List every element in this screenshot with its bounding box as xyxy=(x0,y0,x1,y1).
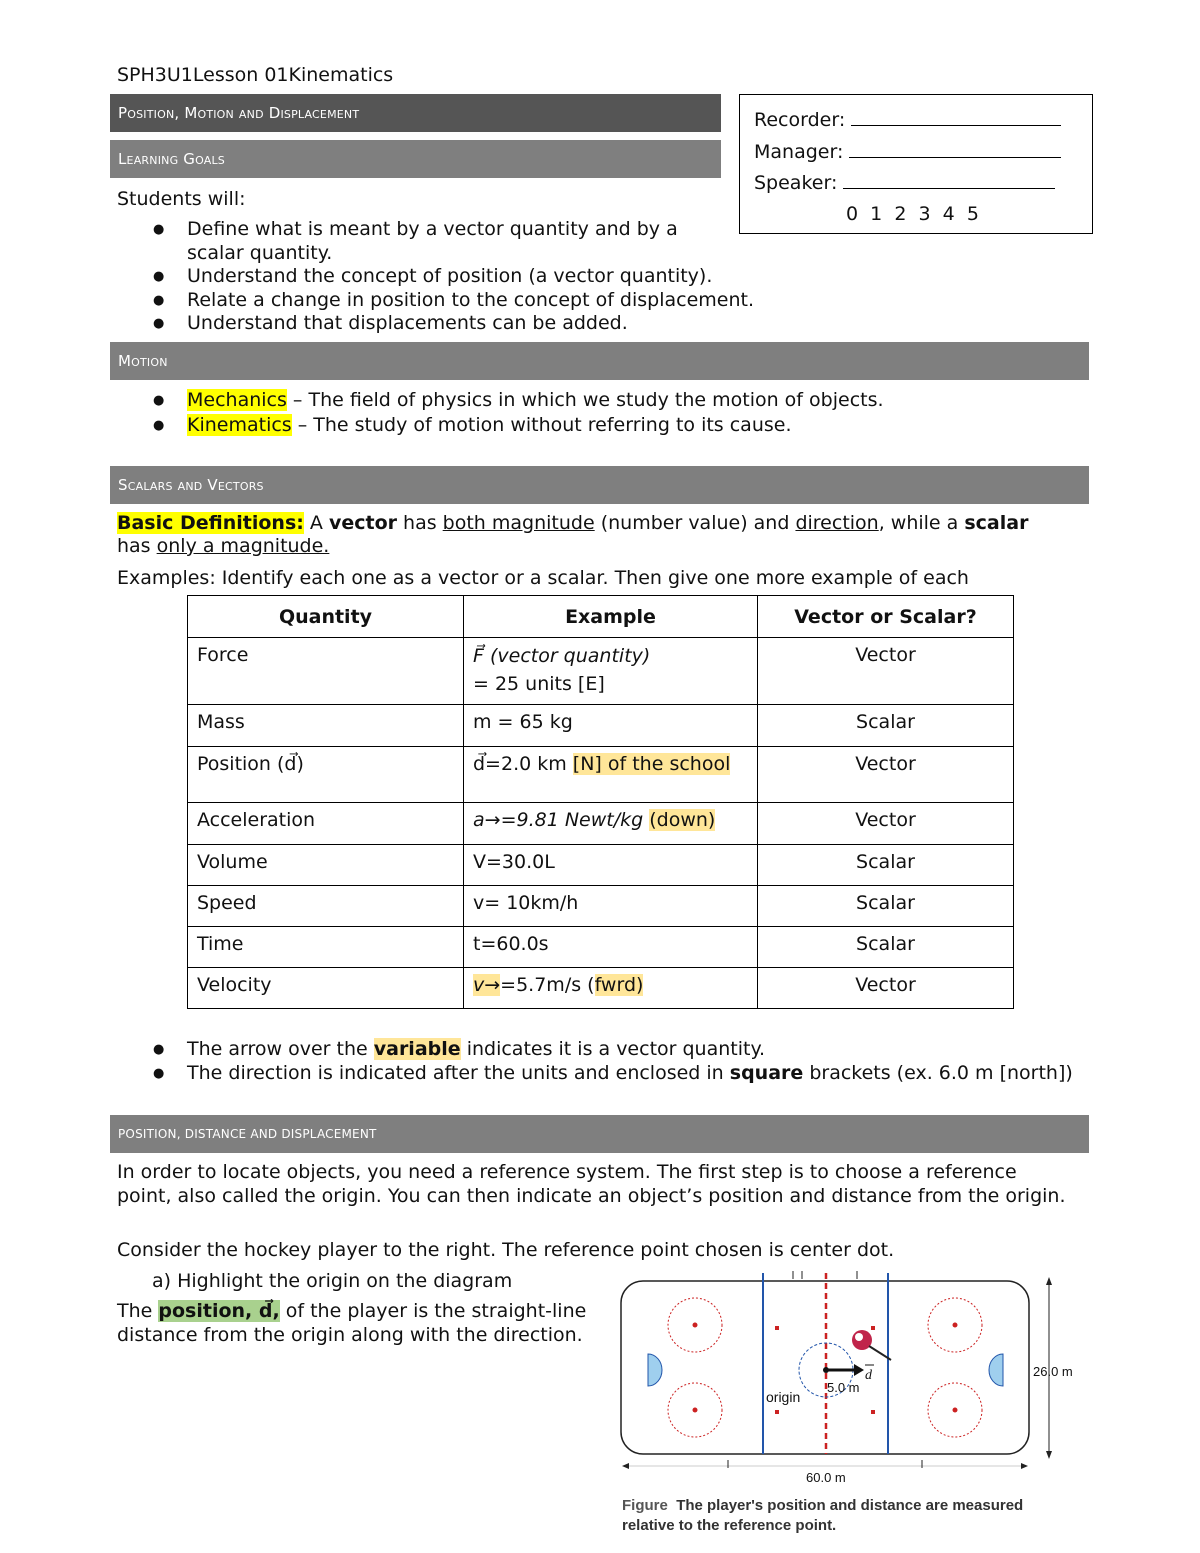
displacement-label: 5.0 m xyxy=(827,1380,860,1395)
figure-caption: Figure The player's position and distance are measured relative to the reference point. xyxy=(622,1497,1024,1534)
section-title: POSITION, DISTANCE AND DISPLACEMENT xyxy=(118,1127,377,1141)
term-kinematics: Kinematics xyxy=(187,413,292,436)
width-label: 60.0 m xyxy=(806,1470,846,1485)
basic-definitions: Basic Definitions: A vector has both magnitude (number value) and direction, while a scalar has only a magnitude. xyxy=(117,512,1029,557)
table-row: Mass m = 65 kg Scalar xyxy=(188,705,1014,747)
section-title: Learning Goals xyxy=(118,150,225,168)
table-row: Time t=60.0s Scalar xyxy=(188,927,1014,968)
goals-list xyxy=(117,218,755,336)
section-bar-motion xyxy=(110,342,1089,380)
note-item: ● The arrow over the variable indicates it is a vector quantity. xyxy=(117,1038,1077,1062)
col-header-type: Vector or Scalar? xyxy=(758,596,1014,638)
term-position: position, d⃗, xyxy=(158,1300,280,1322)
goals-intro: Students will: xyxy=(117,188,246,210)
speaker-label: Speaker: xyxy=(754,172,838,194)
hockey-rink-diagram xyxy=(612,1268,1082,1490)
section-bar-scalars-vectors xyxy=(110,466,1089,504)
manager-line xyxy=(754,141,1061,163)
section-bar-learning-goals xyxy=(110,140,721,178)
table-row: Position (d⃗) d⃗=2.0 km [N] of the school Vector xyxy=(188,747,1014,803)
hockey-paragraph: Consider the hockey player to the right. The reference point chosen is center dot. xyxy=(117,1239,895,1261)
task-a: a) Highlight the origin on the diagram xyxy=(152,1270,513,1292)
manager-label: Manager: xyxy=(754,141,844,163)
table-header-row xyxy=(188,596,1014,638)
recorder-line xyxy=(754,109,1061,131)
speaker-line xyxy=(754,172,1055,194)
recorder-label: Recorder: xyxy=(754,109,846,131)
col-header-example: Example xyxy=(464,596,758,638)
position-definition: The position, d⃗, of the player is the straight-line distance from the origin along with the direction. xyxy=(117,1300,587,1346)
section-title: Motion xyxy=(118,352,168,370)
course-header: SPH3U1Lesson 01Kinematics xyxy=(117,64,394,86)
term-mechanics: Mechanics xyxy=(187,389,287,411)
manager-blank[interactable] xyxy=(849,157,1061,158)
origin-label: origin xyxy=(766,1389,801,1405)
quantity-table xyxy=(187,595,1014,1009)
table-row: Velocity v→=5.7m/s (fwrd) Vector xyxy=(188,968,1014,1009)
speaker-blank[interactable] xyxy=(843,188,1055,189)
motion-item-kinematics: ● Kinematics – The study of motion without referring to its cause. xyxy=(117,414,1077,438)
score-scale: 0 1 2 3 4 5 xyxy=(846,203,979,225)
note-item: ● The direction is indicated after the units and enclosed in square brackets (ex. 6.0 m [north]) xyxy=(117,1062,1077,1086)
table-row: Speed v= 10km/h Scalar xyxy=(188,886,1014,927)
section-bar-position-distance xyxy=(110,1115,1089,1153)
section-bar-position-motion xyxy=(110,94,721,132)
table-row: Volume V=30.0L Scalar xyxy=(188,845,1014,886)
section-title: Scalars and Vectors xyxy=(118,476,264,494)
goal-item: ● Understand the concept of position (a vector quantity). xyxy=(117,265,887,289)
definitions-label: Basic Definitions: xyxy=(117,512,304,534)
goal-item: ● Define what is meant by a vector quantity and by a scalar quantity. xyxy=(117,218,707,265)
vector-notes-list xyxy=(117,1038,1077,1085)
motion-list xyxy=(117,389,1077,437)
col-header-quantity: Quantity xyxy=(188,596,464,638)
group-roles-box xyxy=(739,94,1093,234)
table-row: Force F⃗ (vector quantity) = 25 units [E] Vector xyxy=(188,638,1014,705)
section-title: Position, Motion and Displacement xyxy=(118,104,360,122)
recorder-blank[interactable] xyxy=(851,125,1061,126)
motion-item-mechanics: ● Mechanics – The field of physics in which we study the motion of objects. xyxy=(117,389,1077,413)
reference-paragraph: In order to locate objects, you need a reference system. The first step is to choose a reference point, also called the origin. You can then indicate an object’s position and distance from the origin. xyxy=(117,1161,1066,1207)
examples-instruction: Examples: Identify each one as a vector or a scalar. Then give one more example of each xyxy=(117,567,969,589)
table-row: Acceleration a→=9.81 Newt/kg (down) Vector xyxy=(188,803,1014,845)
goal-item: ● Understand that displacements can be added. xyxy=(117,312,887,336)
goal-item: ● Relate a change in position to the concept of displacement. xyxy=(117,289,887,313)
vector-label: d xyxy=(865,1368,872,1383)
height-label: 26.0 m xyxy=(1033,1364,1073,1379)
